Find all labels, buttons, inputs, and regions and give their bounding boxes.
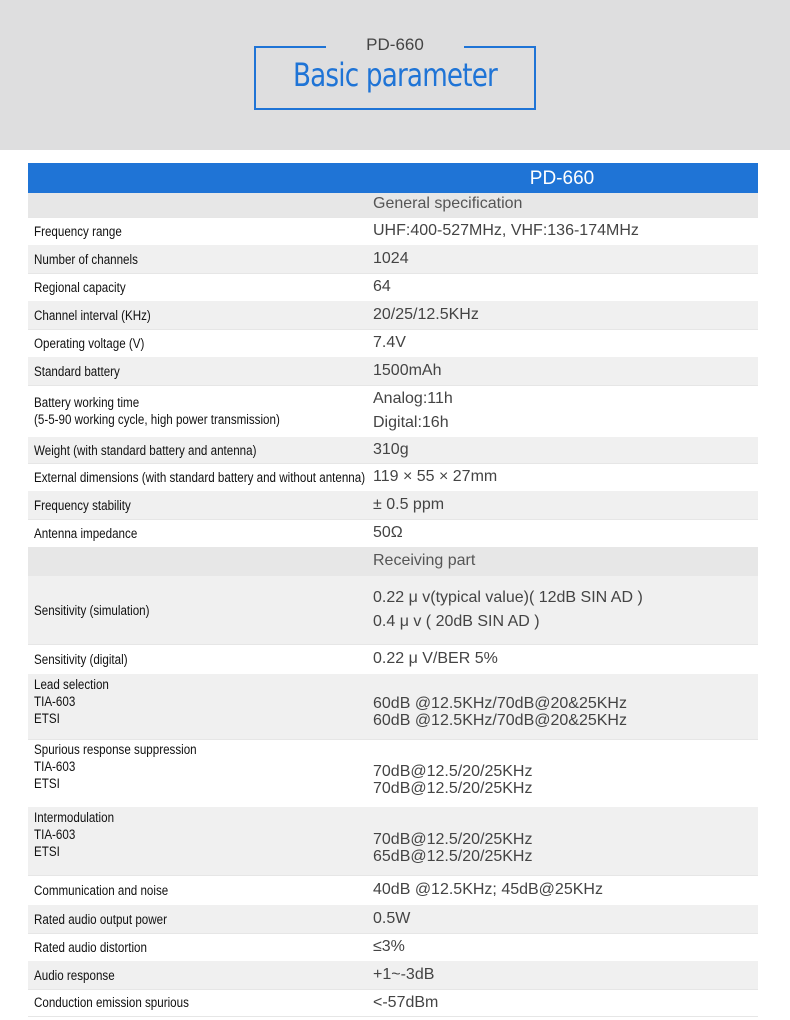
spec-row — [28, 933, 758, 962]
section-title: General specification — [373, 195, 523, 212]
spec-row — [28, 491, 758, 520]
spec-value — [373, 993, 438, 1013]
spec-value — [373, 965, 434, 985]
page-title: Basic parameter — [292, 56, 498, 94]
spec-value-line: 60dB @12.5KHz/70dB@20&25KHz — [373, 695, 627, 712]
header-banner — [0, 0, 790, 150]
spec-label — [34, 394, 280, 428]
spec-label — [34, 442, 256, 459]
spec-row — [28, 217, 758, 246]
spec-value — [373, 221, 639, 241]
spec-value-line: 0.22 μ v(typical value)( 12dB SIN AD ) — [373, 589, 643, 606]
spec-value-line: 50Ω — [373, 524, 403, 541]
spec-label — [34, 602, 149, 619]
spec-value-line: 20/25/12.5KHz — [373, 306, 479, 323]
spec-value — [373, 909, 410, 929]
spec-label-line: TIA-603 — [34, 694, 76, 709]
spec-label-line: Communication and noise — [34, 882, 169, 898]
spec-row — [28, 875, 758, 906]
spec-label-line: ETSI — [34, 844, 60, 859]
spec-value-line: 1024 — [373, 250, 409, 267]
spec-value-line: <-57dBm — [373, 993, 439, 1011]
spec-value — [373, 305, 479, 325]
spec-value-line: 70dB@12.5/20/25KHz — [373, 780, 533, 797]
spec-row — [28, 905, 758, 934]
spec-label — [34, 251, 138, 268]
spec-label-line: Standard battery — [34, 363, 120, 379]
spec-value — [373, 937, 405, 957]
spec-value — [373, 495, 444, 515]
spec-value — [373, 387, 453, 435]
spec-value-line: 70dB@12.5/20/25KHz — [373, 763, 533, 780]
spec-label-line: Channel interval (KHz) — [34, 307, 151, 323]
spec-label-line: Sensitivity (digital) — [34, 651, 128, 667]
spec-value-line: 310g — [373, 441, 409, 458]
spec-row — [28, 644, 758, 675]
spec-value — [373, 440, 409, 460]
spec-label — [34, 994, 189, 1011]
spec-value — [373, 695, 627, 729]
spec-value-line: 0.5W — [373, 910, 411, 927]
spec-label-line: ETSI — [34, 711, 60, 726]
spec-label — [34, 676, 109, 727]
spec-label — [34, 911, 167, 928]
spec-value-line: 70dB@12.5/20/25KHz — [373, 831, 533, 848]
table-header-model: PD-660 — [529, 168, 595, 189]
section-general-specification — [28, 193, 758, 218]
spec-value-line: +1~-3dB — [373, 966, 435, 983]
spec-row — [28, 245, 758, 274]
spec-value-line: 40dB @12.5KHz; 45dB@25KHz — [373, 881, 603, 898]
spec-value — [373, 277, 391, 297]
spec-value — [373, 586, 643, 634]
spec-label — [34, 882, 168, 899]
spec-label — [34, 223, 122, 240]
spec-value-line: 64 — [373, 278, 391, 295]
spec-label-line: ETSI — [34, 776, 60, 791]
spec-value — [373, 763, 532, 797]
spec-label — [34, 335, 144, 352]
spec-label-line: Frequency stability — [34, 497, 131, 513]
spec-value-line: 60dB @12.5KHz/70dB@20&25KHz — [373, 712, 627, 729]
spec-value-line: 65dB@12.5/20/25KHz — [373, 848, 533, 865]
spec-value — [373, 880, 603, 900]
spec-label-line: Rated audio output power — [34, 911, 167, 927]
spec-value — [373, 467, 497, 487]
spec-value-line: 7.4V — [373, 334, 406, 351]
spec-label-line: Rated audio distortion — [34, 939, 147, 955]
spec-row — [28, 989, 758, 1017]
spec-label-line: Operating voltage (V) — [34, 335, 145, 351]
spec-value-line: 1500mAh — [373, 362, 442, 379]
spec-label — [34, 967, 115, 984]
spec-value-line: 119 × 55 × 27mm — [373, 468, 498, 485]
spec-row — [28, 674, 758, 740]
spec-row — [28, 385, 758, 438]
spec-label-line: Frequency range — [34, 223, 122, 239]
spec-label-line: Antenna impedance — [34, 525, 138, 541]
spec-value-line: Digital:16h — [373, 414, 449, 431]
spec-label — [34, 651, 128, 668]
spec-label-line: TIA-603 — [34, 759, 76, 774]
section-receiving-part — [28, 547, 758, 577]
spec-label — [34, 525, 137, 542]
spec-row — [28, 576, 758, 645]
spec-label — [34, 809, 114, 860]
spec-value — [373, 649, 498, 669]
spec-row — [28, 301, 758, 330]
spec-label — [34, 939, 147, 956]
spec-label — [34, 307, 151, 324]
spec-value — [373, 361, 442, 381]
spec-row — [28, 739, 758, 808]
spec-label-line: Weight (with standard battery and antenna) — [34, 442, 257, 458]
spec-value-line: UHF:400-527MHz, VHF:136-174MHz — [373, 222, 639, 239]
spec-label-line: Regional capacity — [34, 279, 126, 295]
spec-value-line: ≤3% — [373, 938, 405, 955]
spec-value — [373, 523, 403, 543]
spec-label — [34, 497, 131, 514]
spec-label — [34, 469, 365, 486]
spec-row — [28, 329, 758, 358]
spec-value — [373, 249, 409, 269]
spec-row — [28, 357, 758, 386]
spec-label-line: Number of channels — [34, 251, 138, 267]
spec-label-line: Sensitivity (simulation) — [34, 602, 150, 618]
spec-value — [373, 831, 532, 865]
spec-label-line: External dimensions (with standard battery and without antenna) — [34, 469, 366, 485]
spec-label — [34, 741, 197, 792]
spec-row — [28, 437, 758, 464]
spec-value — [373, 333, 406, 353]
spec-label-line: TIA-603 — [34, 827, 76, 842]
spec-row — [28, 463, 758, 492]
spec-row — [28, 273, 758, 302]
spec-value-line: Analog:11h — [373, 390, 453, 407]
spec-row — [28, 519, 758, 548]
model-label: PD-660 — [326, 34, 464, 56]
spec-label — [34, 363, 120, 380]
spec-label-line: Conduction emission spurious — [34, 995, 189, 1010]
spec-label-line: Battery working time — [34, 395, 140, 410]
spec-label-line: Spurious response suppression — [34, 742, 197, 757]
spec-label-line: Intermodulation — [34, 810, 115, 825]
section-title: Receiving part — [373, 551, 476, 569]
spec-label — [34, 279, 126, 296]
spec-value-line: 0.22 μ V/BER 5% — [373, 650, 498, 667]
spec-label-line: (5-5-90 working cycle, high power transmission) — [34, 412, 280, 427]
spec-label-line: Audio response — [34, 967, 115, 983]
spec-row — [28, 961, 758, 990]
spec-row — [28, 807, 758, 876]
spec-label-line: Lead selection — [34, 677, 109, 692]
spec-value-line: 0.4 μ v ( 20dB SIN AD ) — [373, 613, 540, 630]
spec-value-line: ± 0.5 ppm — [373, 496, 445, 513]
